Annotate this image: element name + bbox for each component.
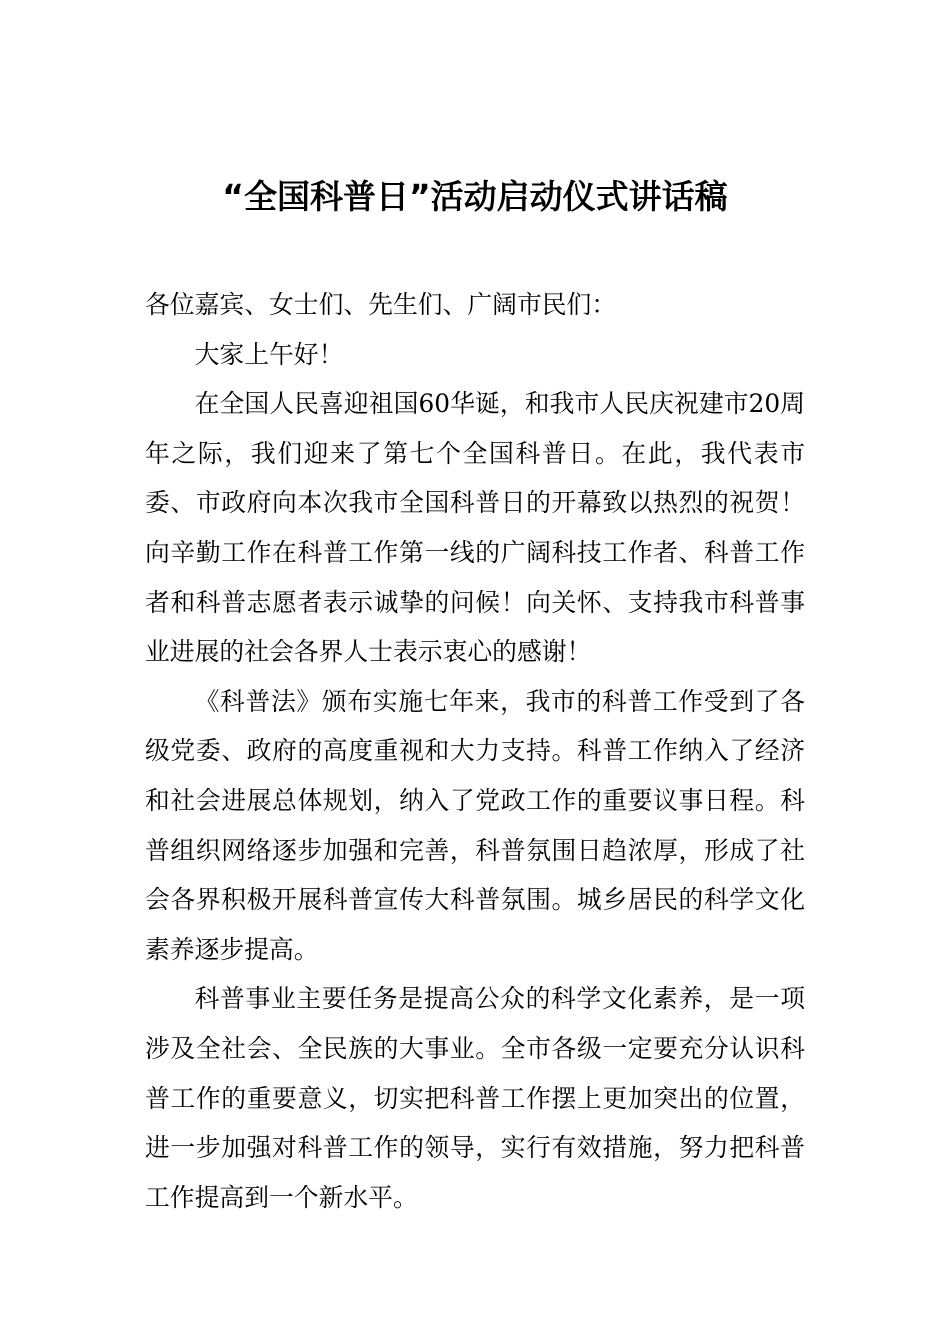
paragraph-main-task: 科普事业主要任务是提高公众的科学文化素养，是一项涉及全社会、全民族的大事业。全市各级一定要充分认识科普工作的重要意义，切实把科普工作摆上更加突出的位置，进一步加强对科普工作的领导，实行有效措施，努力把科普工作提高到一个新水平。 — [145, 984, 805, 1212]
paragraph-greeting: 大家上午好！ — [194, 339, 344, 369]
paragraph-congratulations: 在全国人民喜迎祖国60华诞，和我市人民庆祝建市20周年之际，我们迎来了第七个全国科普日。在此，我代表市委、市政府向本次我市全国科普日的开幕致以热烈的祝贺！向辛勤工作在科普工作第一线的广阔科技工作者、科普工作者和科普志愿者表示诚挚的问候！向关怀、支持我市科普事业进展的社会各界人士表示衷心的感谢！ — [145, 389, 805, 667]
paragraph-science-law: 《科普法》颁布实施七年来，我市的科普工作受到了各级党委、政府的高度重视和大力支持。科普工作纳入了经济和社会进展总体规划，纳入了党政工作的重要议事日程。科普组织网络逐步加强和完善，科普氛围日趋浓厚，形成了社会各界积极开展科普宣传大科普氛围。城乡居民的科学文化素养逐步提高。 — [145, 686, 805, 964]
document-body — [145, 280, 805, 1222]
document-title: “全国科普日”活动启动仪式讲话稿 — [222, 177, 728, 216]
salutation: 各位嘉宾、女士们、先生们、广阔市民们： — [145, 290, 617, 319]
